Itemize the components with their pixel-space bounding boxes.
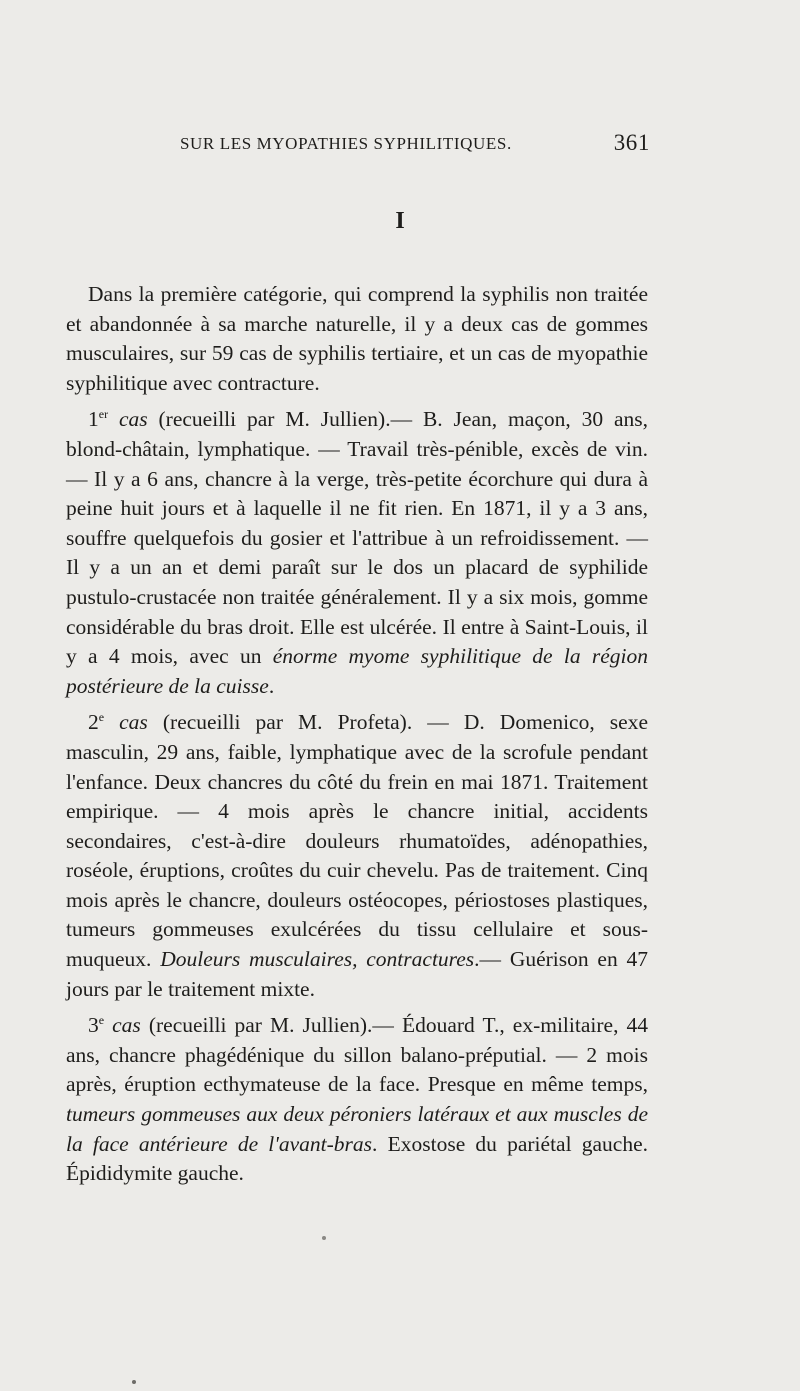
case-2-italic: Douleurs musculaires, contractures bbox=[160, 947, 475, 972]
ink-speck-corner bbox=[132, 1380, 136, 1384]
case-2-number: 2 bbox=[88, 710, 99, 735]
page-number: 361 bbox=[613, 130, 650, 155]
case-1-end: . bbox=[268, 673, 275, 698]
running-title: SUR LES MYOPATHIES SYPHILITIQUES. bbox=[180, 134, 512, 153]
case-1-ordinal: er bbox=[98, 407, 109, 422]
case-3-number: 3 bbox=[88, 1013, 99, 1038]
section-numeral: I bbox=[395, 208, 405, 234]
case-3-italic: tumeurs gommeuses aux deux péroniers latéraux et aux muscles de la face antérieure de l'avant-bras bbox=[66, 1102, 648, 1156]
body-text bbox=[66, 280, 648, 1196]
intro-paragraph bbox=[66, 280, 648, 398]
case-3-text: (recueilli par M. Jullien).— Édouard T., ex-militaire, 44 ans, chancre phagédénique du sillon balano-préputial. — 2 mois après, éruption ecthymateuse de la face. Presque en même temps, bbox=[66, 1013, 648, 1097]
ink-speck bbox=[322, 1236, 326, 1240]
case-3-paragraph bbox=[66, 1011, 648, 1189]
case-3-ordinal: e bbox=[98, 1013, 105, 1028]
case-2-end: .— Guérison en 47 jours par le traitement mixte. bbox=[66, 947, 648, 1001]
case-2-paragraph bbox=[66, 708, 648, 1004]
case-1-number: 1 bbox=[88, 407, 99, 432]
case-2-text: (recueilli par M. Profeta). — D. Domenico, sexe masculin, 29 ans, faible, lymphatique avec de la scrofule pendant l'enfance. Deux chancres du côté du frein en mai 1871. Traitement empirique. — 4 mois après le chancre initial, accidents secondaires, c'est-à-dire douleurs rhumatoïdes, adénopathies, roséole, éruptions, croûtes du cuir chevelu. Pas de traitement. Cinq mois après le chancre, douleurs ostéocopes, périostoses plastiques, tumeurs gommeuses exulcérées du tissu cellulaire et sous-muqueux. bbox=[66, 710, 648, 972]
case-1-italic-end: énorme myome syphilitique de la région postérieure de la cuisse bbox=[66, 644, 648, 698]
case-1-text: (recueilli par M. Jullien).— B. Jean, maçon, 30 ans, blond-châtain, lymphatique. — Travail très-pénible, excès de vin. — Il y a 6 ans, chancre à la verge, très-petite écorchure qui dura à peine huit jours et à laquelle il ne fit rien. En 1871, il y a 3 ans, souffre quelquefois du gosier et l'attribue à un refroidissement. — Il y a un an et demi paraît sur le dos un placard de syphilide pustulo-crustacée non traitée généralement. Il y a six mois, gomme considérable du bras droit. Elle est ulcérée. Il entre à Saint-Louis, il y a 4 mois, avec un bbox=[66, 407, 648, 669]
intro-text: Dans la première catégorie, qui comprend la syphilis non traitée et abandonnée à sa marche naturelle, il y a deux cas de gommes musculaires, sur 59 cas de syphilis tertiaire, et un cas de myopathie syphilitique avec contracture. bbox=[66, 282, 648, 395]
case-1-label: cas bbox=[118, 407, 148, 432]
case-2-ordinal: e bbox=[98, 710, 105, 725]
case-3-end: . Exostose du pariétal gauche. Épididymite gauche. bbox=[66, 1131, 648, 1186]
case-3-label: cas bbox=[112, 1013, 141, 1038]
case-2-label: cas bbox=[119, 710, 148, 735]
case-1-paragraph bbox=[66, 405, 648, 701]
